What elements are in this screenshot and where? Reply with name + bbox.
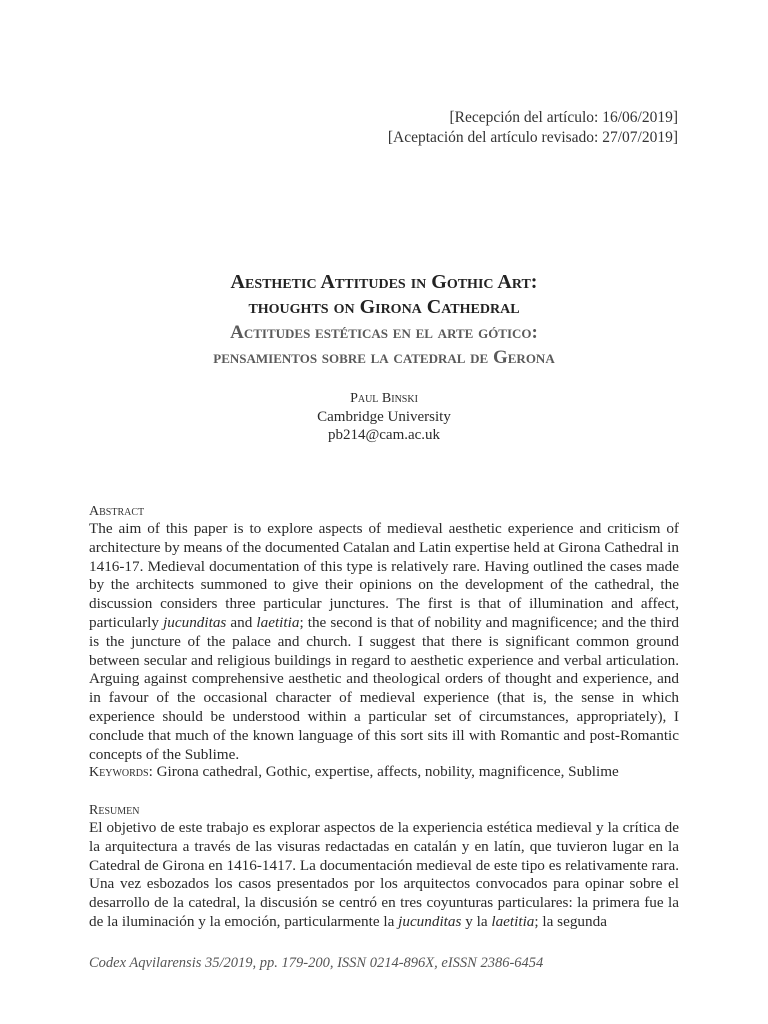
abstract-section [89, 504, 679, 764]
keywords-text: : Girona cathedral, Gothic, expertise, affects, nobility, magnificence, Sublime [148, 763, 619, 780]
abstract-text-part-1: The aim of this paper is to explore aspects of medieval aesthetic experience and criticism of architecture by means of the documented Catalan and Latin expertise held at Girona Cathedral in 1416-17. Medieval documentation of this type is relatively rare. Having outlined the cases made by the architects summoned to give their opinions on the development of the cathedral, the discussion considers three particular junctures. The first is that of illumination and affect, particularly [89, 520, 679, 631]
resumen-text [89, 819, 679, 932]
title-spanish-line-1: Actitudes estéticas en el arte gótico: [230, 322, 538, 343]
abstract-text-part-2: and [226, 613, 257, 631]
title-block [60, 270, 708, 370]
title-english-line-2: thoughts on Girona Cathedral [248, 296, 520, 318]
resumen-italic-1: jucunditas [398, 912, 462, 930]
title-spanish-line-2: pensamientos sobre la catedral de Gerona [213, 347, 555, 368]
resumen-text-part-1: El objetivo de este trabajo es explorar aspectos de la experiencia estética medieval y la crítica de la arquitectura a través de las visuras redactadas en catalán y en latín, que tuvieron lugar en la Catedral de Girona en 1416-1417. La documentación medieval de este tipo es relativamente rara. Una vez esbozados los casos presentados por los arquitectos convocados para opinar sobre el desarrollo de la catedral, la discusión se centró en tres coyunturas particulares: la primera fue la de la iluminación y la emoción, particularmente la [89, 819, 679, 930]
journal-citation-footer: Codex Aqvilarensis 35/2019, pp. 179-200, ISSN 0214-896X, eISSN 2386-6454 [89, 955, 544, 971]
resumen-text-part-2: y la [461, 912, 492, 930]
author-name: Paul Binski [350, 391, 418, 406]
resumen-label: Resumen [89, 803, 140, 818]
submission-dates [388, 108, 678, 148]
resumen-italic-2: laetitia [491, 912, 535, 930]
keywords-line [89, 763, 679, 782]
abstract-italic-1: jucunditas [163, 613, 227, 631]
author-email: pb214@cam.ac.uk [327, 427, 441, 443]
title-english-line-1: Aesthetic Attitudes in Gothic Art: [230, 271, 538, 293]
resumen-section [89, 803, 679, 932]
author-block [60, 390, 708, 444]
keywords-label: Keywords [89, 765, 149, 780]
abstract-text-part-3: ; the second is that of nobility and magnificence; and the third is the juncture of the palace and church. I suggest that there is significant common ground between secular and religious buildings in regard to aesthetic experience and verbal articulation. Arguing against comprehensive aesthetic and theological orders of thought and experience, and in favour of the occasional character of medieval experience (that is, the sense in which experience should be understood within a particular set of circumstances, appropriately), I conclude that much of the known language of this sort sits ill with Romantic and post-Romantic concepts of the Sublime. [89, 613, 679, 763]
abstract-italic-2: laetitia [256, 613, 300, 631]
abstract-label: Abstract [89, 504, 145, 519]
resumen-text-part-3: ; la segunda [534, 912, 607, 930]
abstract-text [89, 520, 679, 764]
author-affiliation: Cambridge University [317, 409, 451, 425]
accepted-date: [Aceptación del artículo revisado: 27/07/2019] [387, 129, 678, 146]
received-date: [Recepción del artículo: 16/06/2019] [449, 109, 678, 126]
